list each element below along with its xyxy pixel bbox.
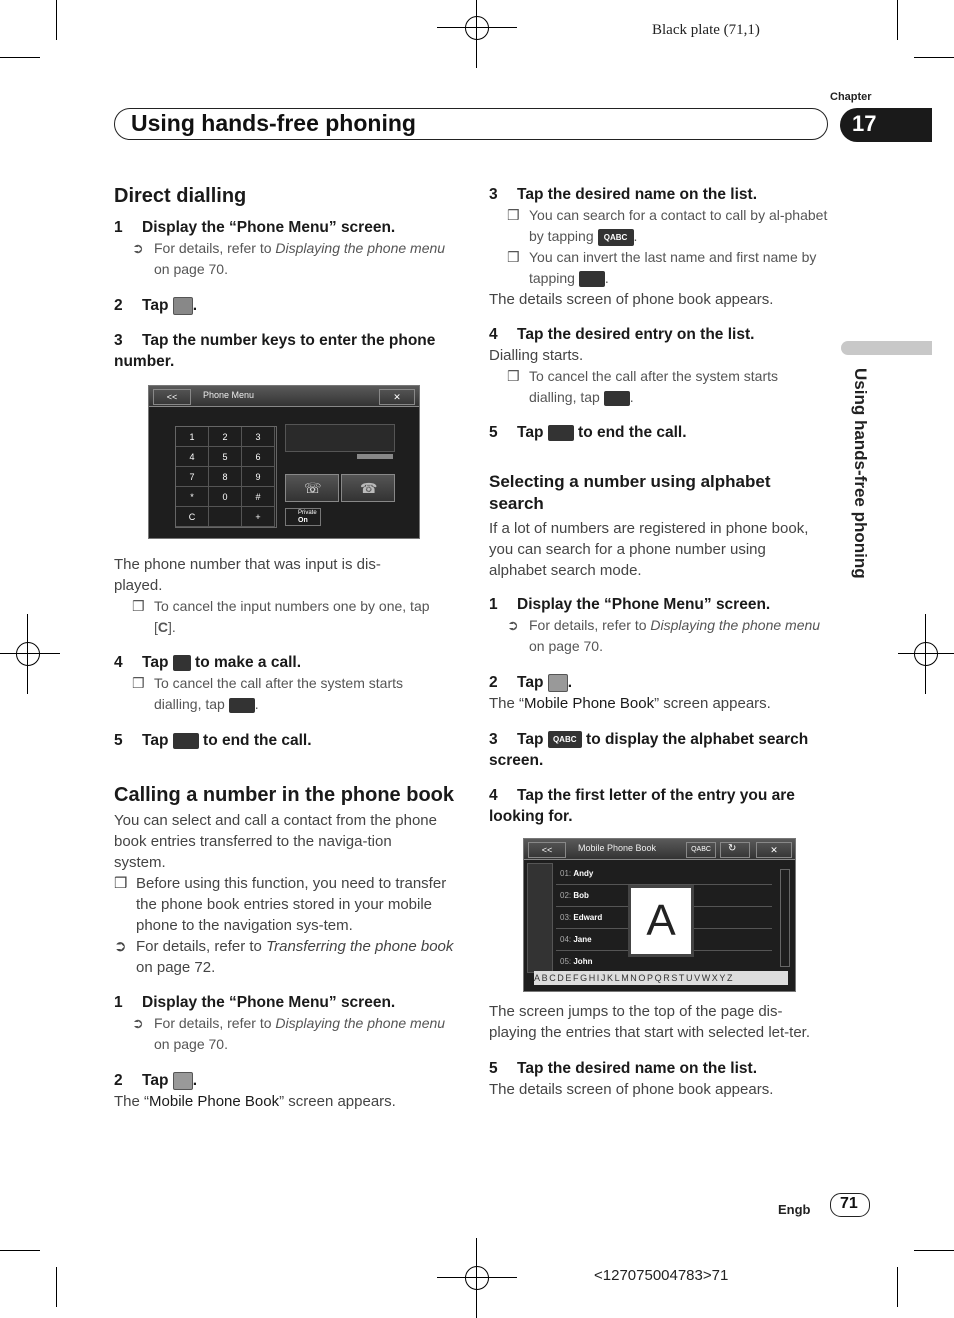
note-text: . — [629, 389, 634, 405]
bullet-text: on page 72. — [136, 959, 216, 976]
private-button[interactable] — [285, 508, 321, 526]
step-text: Tap — [517, 424, 544, 441]
language-label: Engb — [778, 1202, 811, 1217]
checkbox-bullet-icon: ❒ — [507, 368, 520, 384]
registration-mark — [457, 1258, 497, 1298]
cross-reference: Displaying the phone menu — [650, 617, 821, 633]
step-3 — [114, 330, 454, 372]
step-number: 4 — [489, 326, 498, 343]
step-text: Tap — [142, 654, 169, 671]
cross-reference: Transferring the phone book — [266, 938, 454, 955]
back-button[interactable]: << — [153, 389, 191, 405]
section-heading-phonebook: Calling a number in the phone book — [114, 784, 455, 806]
key[interactable]: 3 — [242, 427, 275, 447]
bullet — [114, 936, 454, 978]
page-title: Using hands-free phoning — [131, 110, 416, 136]
call-icon — [173, 655, 191, 671]
arrow-icon: ➲ — [507, 617, 519, 633]
note — [489, 247, 829, 289]
signal-indicator — [357, 454, 393, 459]
step-1 — [489, 594, 829, 615]
step-text: Tap — [517, 731, 544, 748]
step-2 — [114, 1070, 454, 1091]
step-3 — [489, 729, 829, 771]
paragraph: The phone number that was input is dis-played. — [114, 556, 381, 594]
key[interactable]: 7 — [176, 467, 209, 487]
step-text: Display the “Phone Menu” screen. — [142, 219, 396, 236]
mobile-phone-book-screenshot — [523, 838, 796, 992]
key[interactable] — [209, 507, 242, 527]
step-4 — [489, 785, 829, 827]
step-number: 3 — [114, 332, 123, 349]
crop-mark — [0, 57, 40, 58]
note — [114, 596, 454, 638]
invert-icon — [579, 271, 605, 287]
left-column — [114, 184, 454, 1112]
step-text: Tap the desired name on the list. — [517, 1060, 758, 1077]
step-4 — [114, 652, 454, 673]
arrow-icon: ➲ — [132, 240, 144, 256]
phone-book-icon — [548, 674, 568, 692]
hangup-button[interactable] — [341, 474, 395, 502]
step-number: 2 — [114, 1072, 123, 1089]
section-heading-direct: Direct dialling — [114, 185, 247, 207]
chapter-label: Chapter — [830, 91, 872, 103]
step-text: to display the alphabet search screen. — [489, 731, 809, 769]
key[interactable]: + — [242, 507, 275, 527]
crop-mark — [914, 1250, 954, 1251]
chapter-number: 17 — [852, 111, 877, 136]
checkbox-bullet-icon: ❒ — [132, 675, 145, 691]
step-5 — [489, 422, 829, 443]
paragraph: You can select and call a contact from the phone book entries transferred to the naviga-tion system. — [114, 812, 437, 871]
keypad — [175, 426, 277, 528]
entry-name: Edward — [573, 913, 603, 922]
key[interactable]: 5 — [209, 447, 242, 467]
step-text: Tap — [142, 1072, 169, 1089]
screen-name: Mobile Phone Book — [524, 695, 655, 712]
bullet-text: Before using this function, you need to transfer the phone book entries stored in your mobile phone to the navigation sys-tem. — [136, 875, 447, 934]
back-button[interactable]: << — [528, 842, 566, 858]
note-text: . — [633, 228, 638, 244]
step-text: Display the “Phone Menu” screen. — [142, 994, 396, 1011]
step-text: Tap — [142, 732, 169, 749]
step-4 — [489, 324, 829, 345]
bullet-text: For details, refer to — [136, 938, 267, 955]
side-toolbar — [527, 863, 553, 973]
invert-icon: ↻ — [728, 843, 737, 854]
step-text: Tap the desired entry on the list. — [517, 326, 755, 343]
close-button[interactable]: ✕ — [756, 842, 792, 858]
paragraph: If a lot of numbers are registered in phone book, you can search for a phone number using alphabet search mode. — [489, 520, 809, 579]
phone-menu-screenshot — [148, 385, 420, 539]
checkbox-bullet-icon: ❒ — [507, 249, 520, 265]
right-column — [489, 184, 829, 1100]
chapter-number-tab — [840, 108, 932, 142]
hangup-icon — [173, 733, 199, 749]
alphabet-bar[interactable]: ABCDEFGHIJKLMNOPQRSTUVWXYZ — [534, 971, 788, 985]
entry-index: 04: — [560, 935, 572, 944]
key[interactable]: 9 — [242, 467, 275, 487]
paragraph-text: The “ — [489, 695, 525, 712]
note-text: You can invert the last name and first name by tapping — [529, 249, 817, 286]
page-number-box — [830, 1193, 870, 1217]
screen-title: Mobile Phone Book — [578, 843, 657, 853]
private-label: Private — [298, 510, 317, 516]
note-text: . — [254, 696, 259, 712]
note-text: For details, refer to — [154, 1015, 276, 1031]
key[interactable]: 8 — [209, 467, 242, 487]
step-number: 2 — [114, 297, 123, 314]
step-number: 3 — [489, 186, 498, 203]
cross-reference: Displaying the phone menu — [275, 1015, 446, 1031]
step-text: Tap the first letter of the entry you are looking for. — [489, 787, 795, 825]
registration-mark — [906, 634, 946, 674]
note-text: To cancel the call after the system starts dialling, tap — [529, 368, 778, 405]
step-number: 1 — [114, 219, 123, 236]
hangup-icon — [548, 425, 574, 441]
step-1 — [114, 217, 454, 238]
subsection-heading-alphabet: Selecting a number using alphabet search — [489, 472, 771, 513]
note — [114, 673, 454, 715]
paragraph: The details screen of phone book appears. — [489, 291, 774, 308]
cross-reference: Displaying the phone menu — [275, 240, 446, 256]
entry-name: Bob — [573, 891, 589, 900]
note-text: To cancel the call after the system starts dialling, tap — [154, 675, 403, 712]
note-text: on page 70. — [154, 1036, 228, 1052]
invert-button[interactable] — [720, 842, 750, 858]
crop-mark — [56, 1267, 57, 1307]
private-value: On — [298, 517, 308, 524]
checkbox-bullet-icon: ❒ — [507, 207, 520, 223]
step-number: 1 — [114, 994, 123, 1011]
step-number: 5 — [489, 424, 498, 441]
abc-search-icon: QABC — [548, 731, 582, 748]
step-text: . — [192, 297, 198, 314]
step-number: 3 — [489, 731, 498, 748]
keypad-icon — [173, 297, 193, 315]
step-2 — [114, 295, 454, 316]
step-1 — [114, 992, 454, 1013]
paragraph: The details screen of phone book appears. — [489, 1081, 774, 1098]
hangup-icon: ☎ — [360, 480, 378, 496]
note-text: on page 70. — [529, 638, 603, 654]
crop-mark — [897, 0, 898, 40]
entry-index: 01: — [560, 869, 572, 878]
key-label: C — [157, 619, 169, 635]
list-item[interactable] — [556, 863, 772, 885]
key[interactable]: 2 — [209, 427, 242, 447]
sidebar-title-text: Using hands-free phoning — [851, 368, 870, 579]
phone-icon: ☏ — [304, 480, 322, 496]
crop-mark — [56, 0, 57, 40]
step-number: 4 — [114, 654, 123, 671]
key[interactable]: 6 — [242, 447, 275, 467]
call-button[interactable] — [285, 474, 339, 502]
step-text: . — [192, 1072, 198, 1089]
note-text: To cancel the input numbers one by one, tap [ — [154, 598, 430, 635]
key[interactable]: # — [242, 487, 275, 507]
step-text: to make a call. — [195, 654, 302, 671]
paragraph: The screen jumps to the top of the page dis-playing the entries that start with selected let-ter. — [489, 1003, 810, 1041]
selected-letter-popup: A — [628, 885, 694, 957]
paragraph: Dialling starts. — [489, 347, 584, 364]
crop-mark — [897, 1267, 898, 1307]
checkbox-bullet-icon: ❒ — [114, 875, 128, 892]
step-number: 2 — [489, 674, 498, 691]
entry-index: 05: — [560, 957, 572, 966]
note — [114, 1013, 454, 1055]
screen-title: Phone Menu — [203, 390, 255, 400]
key[interactable]: C — [176, 507, 209, 527]
key[interactable]: 0 — [209, 487, 242, 507]
step-text: Tap the number keys to enter the phone number. — [114, 332, 436, 370]
crop-mark — [914, 57, 954, 58]
paragraph — [114, 1091, 454, 1112]
number-display — [285, 424, 395, 452]
note — [489, 366, 829, 408]
step-3 — [489, 184, 829, 205]
note-text: You can search for a contact to call by al-phabet by tapping — [529, 207, 828, 244]
abc-search-button[interactable]: QABC — [686, 842, 716, 858]
paragraph-text: ” screen appears. — [279, 1093, 396, 1110]
note-text: ]. — [168, 619, 176, 635]
step-5 — [489, 1058, 829, 1079]
step-number: 5 — [114, 732, 123, 749]
bullet — [114, 873, 454, 936]
step-text: Tap — [142, 297, 169, 314]
crop-mark — [0, 1250, 40, 1251]
step-2 — [489, 672, 829, 693]
paragraph-text: The “ — [114, 1093, 150, 1110]
hangup-icon — [229, 698, 255, 713]
hangup-icon — [604, 391, 630, 406]
step-5 — [114, 730, 454, 751]
sidebar-title — [848, 368, 872, 628]
step-text: to end the call. — [203, 732, 312, 749]
paragraph-text: ” screen appears. — [654, 695, 771, 712]
document-code: <127075004783>71 — [594, 1267, 729, 1284]
step-number: 5 — [489, 1060, 498, 1077]
entry-index: 02: — [560, 891, 572, 900]
close-button[interactable]: ✕ — [379, 389, 415, 405]
arrow-icon: ➲ — [114, 938, 127, 955]
step-text: Tap the desired name on the list. — [517, 186, 758, 203]
screen-name: Mobile Phone Book — [149, 1093, 280, 1110]
plate-label: Black plate (71,1) — [652, 22, 760, 38]
key[interactable]: * — [176, 487, 209, 507]
entry-index: 03: — [560, 913, 572, 922]
registration-mark — [457, 8, 497, 48]
step-text: to end the call. — [578, 424, 687, 441]
phone-book-icon — [173, 1072, 193, 1090]
step-number: 1 — [489, 596, 498, 613]
key[interactable]: 1 — [176, 427, 209, 447]
note — [114, 238, 454, 280]
note-text: For details, refer to — [154, 240, 276, 256]
step-text: Tap — [517, 674, 544, 691]
note-text: For details, refer to — [529, 617, 651, 633]
step-number: 4 — [489, 787, 498, 804]
abc-search-icon: QABC — [598, 229, 634, 246]
step-text: Display the “Phone Menu” screen. — [517, 596, 771, 613]
scrollbar[interactable] — [780, 869, 790, 967]
paragraph — [489, 693, 829, 714]
sidebar-tab — [841, 341, 932, 355]
step-text: . — [567, 674, 573, 691]
note-text: on page 70. — [154, 261, 228, 277]
registration-mark — [8, 634, 48, 674]
chapter-title-bar — [114, 108, 828, 140]
note — [489, 205, 829, 247]
arrow-icon: ➲ — [132, 1015, 144, 1031]
key[interactable]: 4 — [176, 447, 209, 467]
entry-name: Andy — [573, 869, 594, 878]
note — [489, 615, 829, 657]
entry-name: Jane — [573, 935, 592, 944]
checkbox-bullet-icon: ❒ — [132, 598, 145, 614]
page-number: 71 — [840, 1195, 858, 1212]
entry-name: John — [573, 957, 593, 966]
note-text: . — [604, 270, 609, 286]
